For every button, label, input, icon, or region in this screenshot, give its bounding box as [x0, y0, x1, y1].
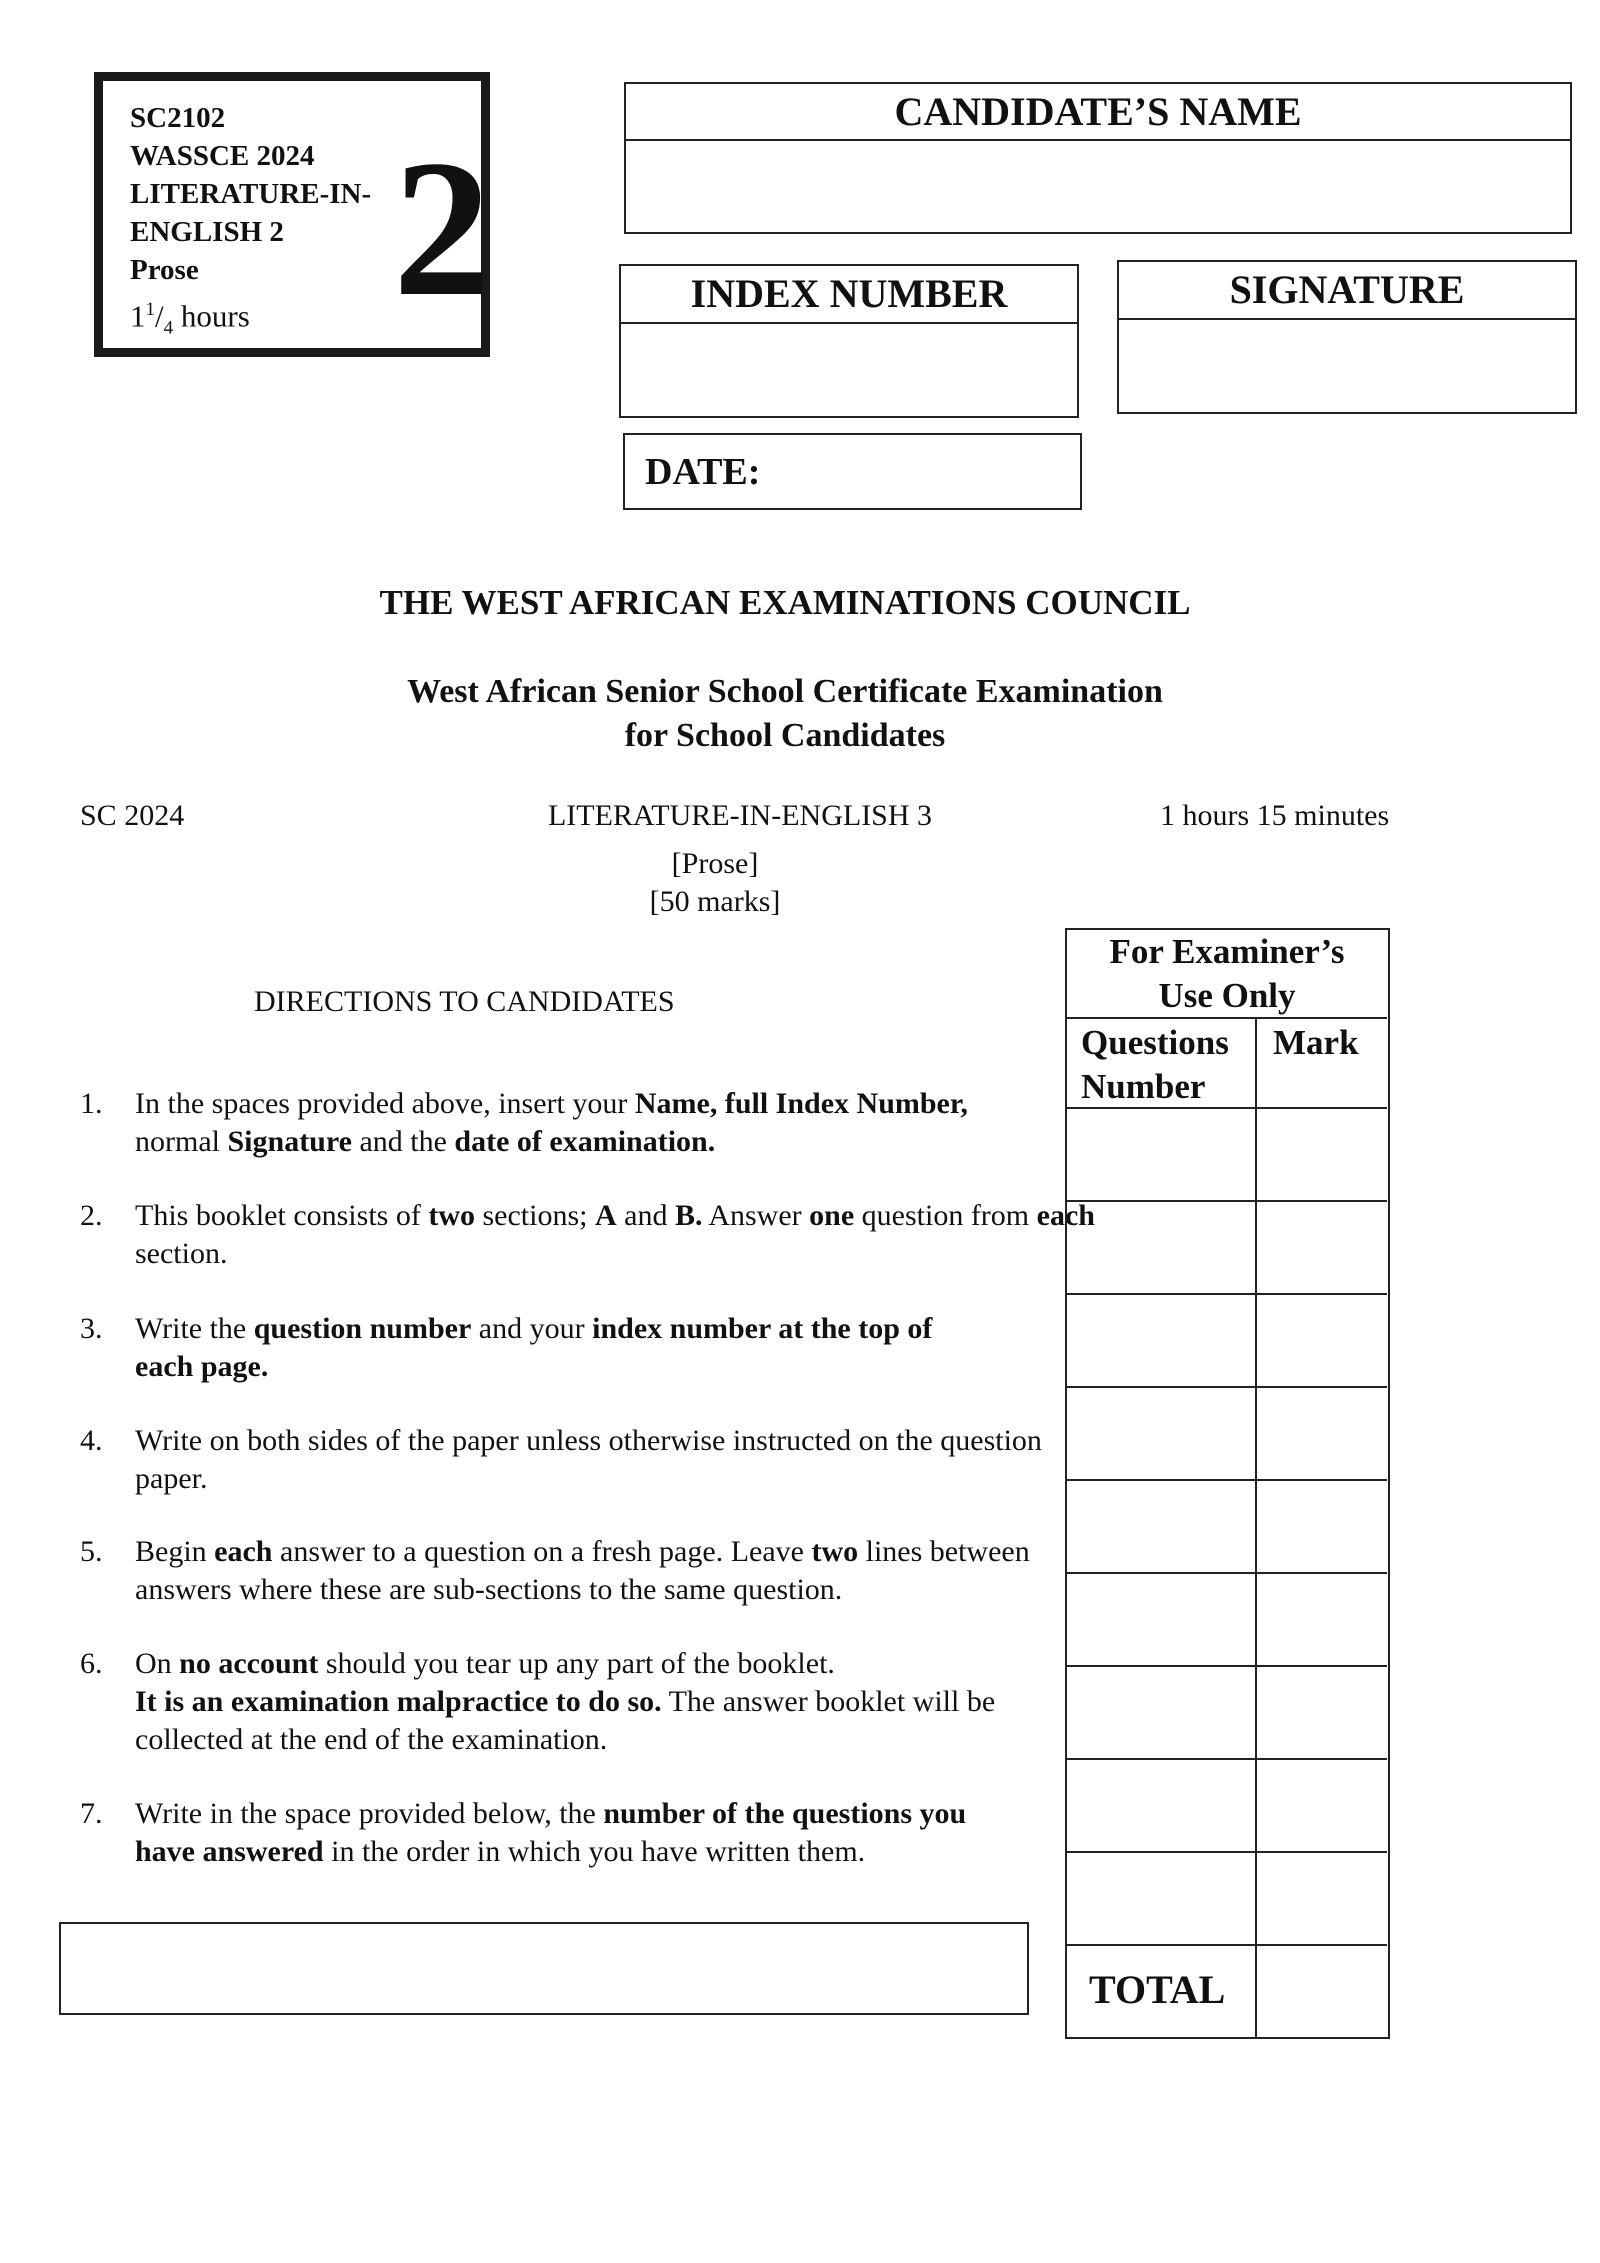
mark-header: Mark [1273, 1023, 1359, 1062]
paper-code-box [94, 72, 490, 357]
time-allowed: 1 hours 15 minutes [1160, 799, 1390, 832]
direction-text-part: lines between answers where these are sub-sections to the same question. [135, 1535, 1030, 1606]
candidate-name-label: CANDIDATE’S NAME [894, 89, 1302, 134]
direction-text [135, 1085, 995, 1161]
emphasis-text: one [809, 1199, 855, 1232]
date-label: DATE: [645, 451, 761, 493]
paper-number: 2 [393, 120, 491, 337]
total-label: TOTAL [1089, 1967, 1226, 2012]
subject-title: LITERATURE-IN-ENGLISH 3 [547, 799, 933, 832]
direction-number: 7. [80, 1797, 103, 1830]
table-row-rule [1067, 1944, 1387, 1946]
emphasis-text: date of examination. [454, 1125, 716, 1158]
subject-line-2: ENGLISH 2 [130, 216, 284, 248]
direction-text-part: Write in the space provided below, the [135, 1797, 604, 1830]
signature-field[interactable] [1119, 321, 1575, 412]
examiner-title [1067, 930, 1387, 1018]
column-rule [1255, 1017, 1257, 2038]
column-header-line-1: Questions [1081, 1023, 1229, 1062]
direction-text-part: Write on both sides of the paper unless otherwise instructed on the question paper. [135, 1424, 1042, 1495]
table-row-rule [1067, 1851, 1387, 1853]
direction-text [135, 1533, 1095, 1609]
table-row-rule [1067, 1293, 1387, 1295]
duration-whole: 1 [130, 298, 146, 334]
answered-questions-box[interactable] [59, 1922, 1029, 2015]
direction-number: 4. [80, 1424, 103, 1457]
emphasis-text: two [811, 1535, 859, 1568]
examiner-title-line-1: For Examiner’s [1109, 932, 1345, 971]
direction-text-part: section. [135, 1237, 228, 1270]
emphasis-text: no account [179, 1647, 319, 1680]
direction-text [135, 1795, 995, 1871]
emphasis-text: question number [253, 1312, 472, 1345]
direction-text-part: In the spaces provided above, insert your [135, 1087, 635, 1120]
signature-label: SIGNATURE [1229, 267, 1465, 312]
exam-title-line-1: West African Senior School Certificate Examination [407, 673, 1163, 710]
divider [1119, 318, 1575, 320]
emphasis-text: Name, full Index Number, [634, 1087, 968, 1120]
direction-text-part: Begin [135, 1535, 215, 1568]
direction-text-part: This booklet consists of [135, 1199, 429, 1232]
index-number-box [619, 264, 1079, 418]
question-number-header [1081, 1021, 1229, 1109]
table-rule [1067, 1017, 1387, 1019]
total-marks: [50 marks] [649, 885, 781, 918]
divider [621, 322, 1077, 324]
emphasis-text: Signature [227, 1125, 352, 1158]
direction-text-part: The answer booklet will be collected at the end of the examination. [135, 1685, 996, 1756]
table-row-rule [1067, 1479, 1387, 1481]
directions-title: DIRECTIONS TO CANDIDATES [254, 985, 675, 1018]
direction-number: 1. [80, 1087, 103, 1120]
table-row-rule [1067, 1107, 1387, 1109]
examiner-table [1065, 928, 1390, 2039]
direction-text-part: and the [351, 1125, 455, 1158]
divider [626, 139, 1570, 141]
direction-text-part: should you tear up any part of the booklet. [318, 1647, 835, 1680]
emphasis-text: A [594, 1199, 617, 1232]
column-header-line-2: Number [1081, 1067, 1206, 1106]
emphasis-text: B. [674, 1199, 703, 1232]
candidate-name-field[interactable] [626, 142, 1570, 232]
direction-number: 6. [80, 1647, 103, 1680]
emphasis-text: each [1036, 1199, 1095, 1232]
emphasis-text: index number at the top of each page. [135, 1312, 933, 1383]
direction-number: 5. [80, 1535, 103, 1568]
direction-text-part: and your [471, 1312, 593, 1345]
duration-unit: hours [180, 298, 250, 334]
direction-number: 3. [80, 1312, 103, 1345]
emphasis-text: two [428, 1199, 475, 1232]
direction-text-part: answer to a question on a fresh page. Leave [272, 1535, 812, 1568]
candidate-name-box [624, 82, 1572, 234]
direction-text [135, 1197, 1095, 1273]
direction-text-part: and [616, 1199, 675, 1232]
table-row-rule [1067, 1572, 1387, 1574]
table-row-rule [1067, 1758, 1387, 1760]
duration-denominator: 4 [163, 317, 174, 339]
paper-type: Prose [130, 254, 199, 286]
exam-year: WASSCE 2024 [130, 140, 315, 172]
paper-type-label: [Prose] [671, 847, 759, 880]
paper-code: SC2102 [130, 102, 226, 134]
direction-text-part: sections; [474, 1199, 595, 1232]
direction-text [135, 1310, 995, 1386]
direction-text [135, 1422, 1095, 1498]
table-row-rule [1067, 1200, 1387, 1202]
table-row-rule [1067, 1665, 1387, 1667]
duration: $1^1/_4$ hours [130, 298, 250, 339]
duration-numerator: 1 [145, 299, 155, 320]
table-row-rule [1067, 1386, 1387, 1388]
emphasis-text: each [214, 1535, 273, 1568]
index-number-field[interactable] [621, 325, 1077, 416]
emphasis-text: It is an examination malpractice to do so. [135, 1685, 662, 1718]
council-title: THE WEST AFRICAN EXAMINATIONS COUNCIL [379, 583, 1191, 622]
date-box[interactable] [623, 433, 1082, 510]
signature-box [1117, 260, 1577, 414]
direction-text-part: On [135, 1647, 180, 1680]
session-code: SC 2024 [80, 799, 185, 832]
exam-title-line-2: for School Candidates [624, 717, 946, 754]
direction-text-part: normal [135, 1125, 228, 1158]
index-number-label: INDEX NUMBER [690, 271, 1008, 316]
direction-text-part: Answer [702, 1199, 810, 1232]
direction-text-part: Write the [135, 1312, 254, 1345]
subject-line-1: LITERATURE-IN- [130, 178, 372, 210]
direction-text [135, 1645, 1095, 1759]
direction-number: 2. [80, 1199, 103, 1232]
examiner-title-line-2: Use Only [1158, 976, 1296, 1015]
direction-text-part: question from [854, 1199, 1037, 1232]
direction-text-part: in the order in which you have written them. [323, 1835, 866, 1868]
emphasis-text: number of the questions you have answered [135, 1797, 967, 1868]
